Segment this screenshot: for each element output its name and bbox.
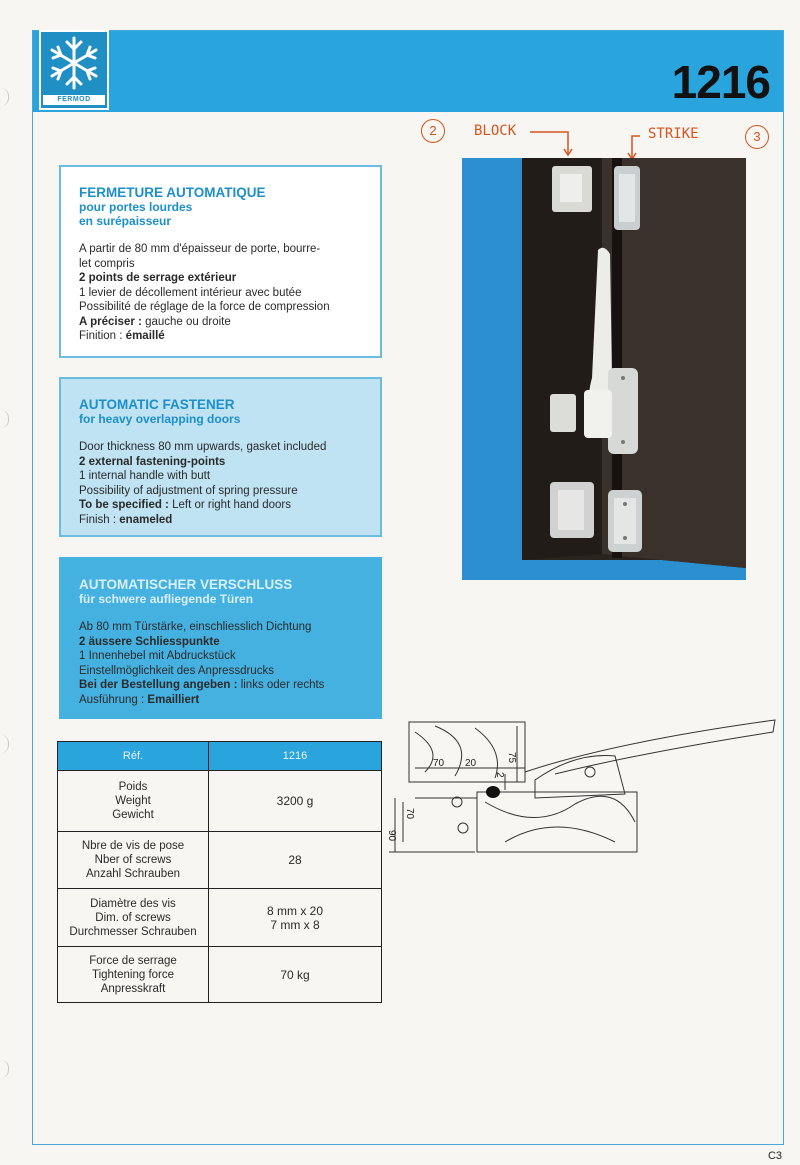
row-value xyxy=(209,889,382,947)
dim-70-top: 70 xyxy=(433,758,445,769)
row-label xyxy=(58,889,209,947)
german-subtitle: für schwere aufliegende Türen xyxy=(79,592,254,606)
value-line: 8 mm x 20 xyxy=(266,903,323,918)
annotation-arrows xyxy=(520,128,640,162)
german-spec-value: links oder rechts xyxy=(240,679,325,691)
dim-2: 2 xyxy=(494,772,505,778)
specification-table xyxy=(57,741,382,1003)
label-en: Nber of screws xyxy=(94,854,172,866)
french-subtitle-1: pour portes lourdes xyxy=(79,200,193,214)
margin-mark xyxy=(0,1060,9,1078)
value-line: 7 mm x 8 xyxy=(270,917,320,932)
row-label xyxy=(58,947,209,1003)
row-label xyxy=(58,771,209,832)
french-finish-label: Finition : xyxy=(79,330,123,342)
label-fr: Nbre de vis de pose xyxy=(81,840,185,852)
french-line: A partir de 80 mm d'épaisseur de porte, bourre- xyxy=(79,243,321,255)
label-en: Tightening force xyxy=(91,968,175,981)
english-spec-label: To be specified : xyxy=(79,499,169,511)
french-subtitle-2: en surépaisseur xyxy=(79,214,172,228)
label-en: Weight xyxy=(115,795,151,807)
english-line: 2 external fastening-points xyxy=(79,455,226,468)
dim-75: 75 xyxy=(506,752,517,764)
french-finish-value: émaillé xyxy=(125,330,165,342)
dim-70-side: 70 xyxy=(404,808,415,820)
english-title: AUTOMATIC FASTENER xyxy=(79,397,235,412)
german-line: Einstellmöglichkeit des Anpressdrucks xyxy=(79,664,274,677)
german-line: 1 Innenhebel mit Abdruckstück xyxy=(79,650,236,662)
label-fr: Poids xyxy=(118,781,148,793)
table-header-row xyxy=(58,742,382,771)
cross-section-diagram xyxy=(385,712,785,897)
table-header-ref: Réf. xyxy=(58,742,209,771)
margin-mark xyxy=(0,735,9,753)
header-band xyxy=(33,31,783,112)
label-de: Gewicht xyxy=(112,809,154,821)
english-line: 1 internal handle with butt xyxy=(79,470,211,482)
label-fr: Diamètre des vis xyxy=(90,897,176,910)
german-title: AUTOMATISCHER VERSCHLUSS xyxy=(79,577,293,592)
table-row xyxy=(58,832,382,889)
product-photo xyxy=(462,158,746,580)
label-en: Dim. of screws xyxy=(95,911,171,924)
german-finish-label: Ausführung : xyxy=(79,693,145,706)
english-description-box xyxy=(59,377,382,537)
english-line: Possibility of adjustment of spring pressure xyxy=(79,484,298,497)
door-fastener-illustration xyxy=(462,158,746,580)
page-number: C3 xyxy=(767,1150,782,1162)
table-row xyxy=(58,771,382,832)
french-line: let compris xyxy=(79,257,135,270)
german-line: 2 äussere Schliesspunkte xyxy=(79,635,220,648)
label-de: Anpresskraft xyxy=(100,982,166,995)
row-value: 28 xyxy=(209,832,382,889)
german-spec-label: Bei der Bestellung angeben : xyxy=(79,679,238,691)
row-value: 3200 g xyxy=(209,771,382,832)
french-spec-label: A préciser : xyxy=(79,315,142,328)
german-finish-value: Emailliert xyxy=(147,693,200,706)
row-value: 70 kg xyxy=(209,947,382,1003)
label-de: Durchmesser Schrauben xyxy=(69,925,197,938)
table-row xyxy=(58,947,382,1003)
french-description-box xyxy=(59,165,382,358)
snowflake-icon xyxy=(41,32,107,94)
dim-20: 20 xyxy=(465,758,477,769)
brand-logo xyxy=(39,30,109,110)
french-line: 1 levier de décollement intérieur avec butée xyxy=(79,286,302,299)
english-finish-label: Finish : xyxy=(79,513,117,526)
french-title: FERMETURE AUTOMATIQUE xyxy=(79,185,266,200)
block-number-circle: 2 xyxy=(421,119,445,143)
logo-text: FERMOD xyxy=(43,95,105,105)
german-line: Ab 80 mm Türstärke, einschliesslich Dichtung xyxy=(79,621,312,633)
table-header-value: 1216 xyxy=(209,742,382,771)
label-fr: Force de serrage xyxy=(89,954,177,967)
strike-number-circle: 3 xyxy=(745,125,769,149)
product-reference-title: 1216 xyxy=(671,56,770,108)
label-de: Anzahl Schrauben xyxy=(86,868,180,880)
strike-annotation: STRIKE xyxy=(648,126,699,142)
french-spec-value: gauche ou droite xyxy=(145,315,231,328)
table-row xyxy=(58,889,382,947)
block-annotation: BLOCK xyxy=(474,123,517,139)
margin-mark xyxy=(0,410,9,428)
german-description-box xyxy=(59,557,382,719)
english-subtitle: for heavy overlapping doors xyxy=(79,412,241,426)
margin-mark xyxy=(0,88,9,106)
dim-90: 90 xyxy=(386,830,397,842)
row-label xyxy=(58,832,209,889)
technical-drawing xyxy=(385,712,785,897)
english-finish-value: enameled xyxy=(119,513,173,526)
french-line: Possibilité de réglage de la force de compression xyxy=(79,301,330,313)
french-line: 2 points de serrage extérieur xyxy=(79,272,237,284)
english-spec-value: Left or right hand doors xyxy=(172,499,292,511)
english-line: Door thickness 80 mm upwards, gasket included xyxy=(79,441,327,453)
